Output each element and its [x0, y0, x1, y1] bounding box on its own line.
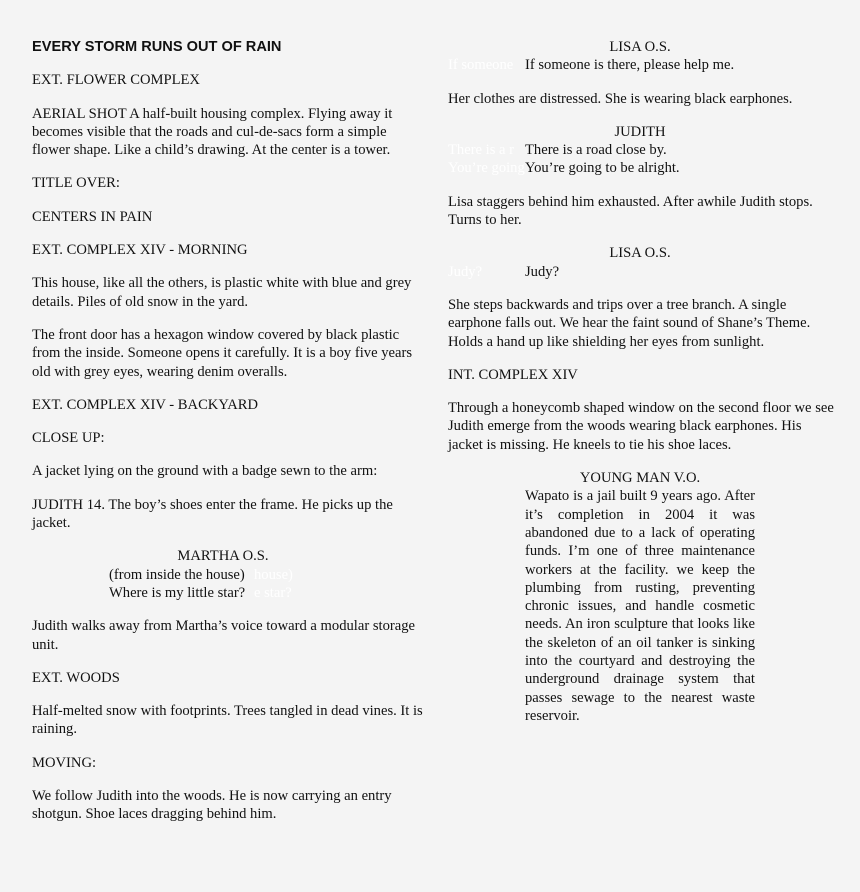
- dialogue-text: You’re going to be alright.: [525, 160, 680, 177]
- action-paragraph: This house, like all the others, is plastic white with blue and grey details. Piles of old snow in the yard.: [32, 275, 412, 310]
- judith-dialogue: [448, 123, 838, 178]
- action-paragraph: AERIAL SHOT A half-built housing complex. Flying away it becomes visible that the roads and cul-de-sacs form a simple flower shape. Like a child’s drawing. At the center is a tower.: [32, 105, 393, 159]
- ghost-text: If someone: [448, 57, 514, 74]
- scene-heading: EXT. COMPLEX XIV - BACKYARD: [32, 396, 259, 413]
- ghost-text: Judy?: [448, 263, 483, 280]
- action-paragraph: Through a honeycomb shaped window on the second floor we see Judith emerge from the woods wearing black earphones. His jacket is missing. He kneels to tie his shoe laces.: [448, 400, 834, 453]
- action-paragraph: We follow Judith into the woods. He is now carrying an entry shotgun. Shoe laces dragging behind him.: [32, 788, 392, 823]
- action-paragraph: Judith walks away from Martha’s voice toward a modular storage unit.: [32, 618, 415, 653]
- character-name: LISA O.S.: [609, 245, 671, 262]
- character-name: YOUNG MAN V.O.: [579, 470, 701, 487]
- character-name: JUDITH: [614, 123, 666, 140]
- script-title: EVERY STORM RUNS OUT OF RAIN: [32, 39, 282, 55]
- scene-heading: EXT. FLOWER COMPLEX: [32, 72, 200, 89]
- dialogue-text: If someone is there, please help me.: [525, 57, 735, 74]
- action-paragraph: She steps backwards and trips over a tree branch. A single earphone falls out. We hear the faint sound of Shane’s Theme. Holds a hand up like shielding her eyes from sunlight.: [448, 296, 811, 350]
- left-column: [32, 38, 424, 839]
- dialogue-line: [448, 56, 838, 74]
- dialogue-text: Where is my little star?: [109, 584, 246, 601]
- voice-over-text: Wapato is a jail built 9 years ago. After it’s completion in 2004 it was abandoned due to a lack of operating funds. I’m one of three maintenance workers at the facility. we keep the plumbing from rusting, preventing chronic issues, and handle cosmetic needs. An iron sculpture that looks like the skeleton of an oil tanker is sinking into the courtyard and destroying the underground drainage system that passes sewage to the nearest waste reservoir.: [525, 488, 755, 724]
- lisa-dialogue-2: [448, 244, 838, 281]
- dialogue-text: Judy?: [525, 263, 560, 280]
- shot-direction: CLOSE UP:: [32, 430, 105, 447]
- action-paragraph: The front door has a hexagon window covered by black plastic from the inside. Someone opens it carefully. It is a boy five years old with grey eyes, wearing denim overalls.: [32, 326, 413, 380]
- right-column: [448, 38, 838, 740]
- parenthetical: [109, 566, 424, 584]
- action-paragraph: Her clothes are distressed. She is wearing black earphones.: [448, 90, 793, 107]
- ghost-text: There is a r: [448, 142, 515, 159]
- character-name: MARTHA O.S.: [177, 548, 269, 565]
- ghost-text: You’re going: [448, 160, 525, 177]
- shot-direction: MOVING:: [32, 754, 97, 771]
- dialogue-text: There is a road close by.: [525, 142, 667, 159]
- action-paragraph: JUDITH 14. The boy’s shoes enter the frame. He picks up the jacket.: [32, 496, 393, 532]
- action-paragraph: Half-melted snow with footprints. Trees tangled in dead vines. It is raining.: [32, 703, 423, 738]
- dialogue-line: [448, 141, 838, 159]
- lisa-dialogue-1: [448, 38, 838, 75]
- scene-heading: EXT. COMPLEX XIV - MORNING: [32, 242, 248, 259]
- action-paragraph: A jacket lying on the ground with a badge sewn to the arm:: [32, 463, 378, 480]
- action-paragraph: Lisa staggers behind him exhausted. After awhile Judith stops. Turns to her.: [448, 193, 813, 229]
- character-name: LISA O.S.: [609, 39, 671, 55]
- ghost-text: house): [254, 566, 293, 583]
- scene-heading: INT. COMPLEX XIV: [448, 366, 578, 383]
- title-text: CENTERS IN PAIN: [32, 208, 153, 225]
- dialogue-line: [448, 159, 838, 177]
- transition: TITLE OVER:: [32, 175, 120, 192]
- dialogue-line: [448, 263, 838, 281]
- dialogue-line: [109, 584, 424, 602]
- ghost-text: e star?: [254, 584, 292, 601]
- young-man-dialogue: [448, 469, 838, 725]
- parenthetical-text: (from inside the house): [109, 566, 245, 583]
- martha-dialogue: [32, 547, 424, 602]
- dialogue-body: [32, 566, 424, 603]
- scene-heading: EXT. WOODS: [32, 669, 120, 686]
